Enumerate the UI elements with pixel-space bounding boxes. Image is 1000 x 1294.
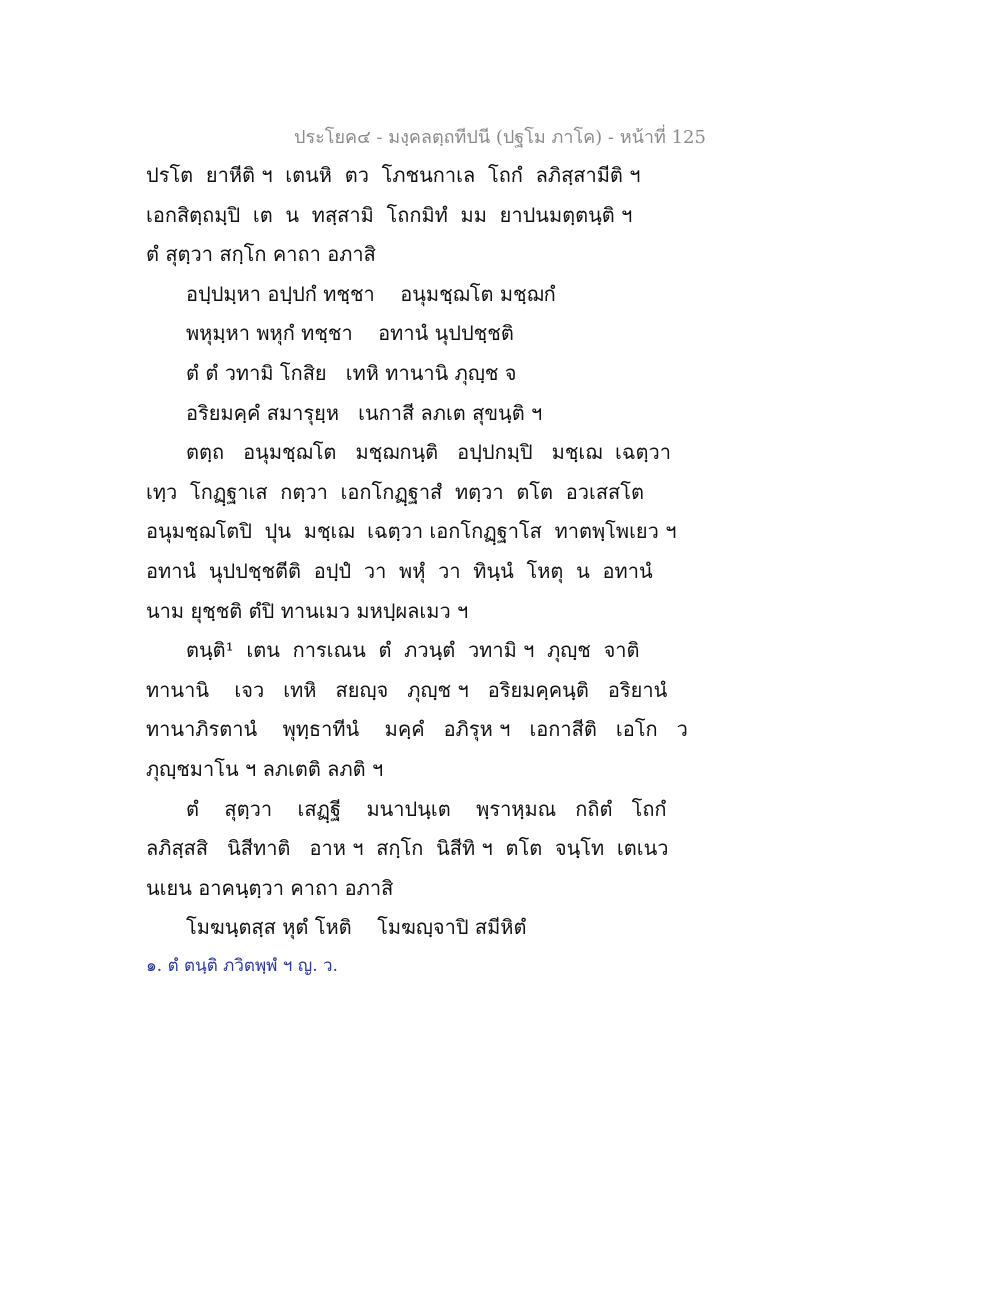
- text-line: อทานํ นุปปชฺชตีติ อปฺปํ วา พหุํ วา ทินฺนํ โหตุ น อทานํ: [146, 558, 653, 583]
- text-line: เทฺว โกฏฺฐาเส กตฺวา เอกโกฏฺฐาสํ ทตฺวา ตโต อวเสสโต: [146, 479, 644, 504]
- text-line: ภุญฺชมาโน ฯ ลภเตติ ลภติ ฯ: [146, 756, 384, 781]
- text-line: นาม ยุชฺชติ ตํปิ ทานเมว มหปฺผลเมว ฯ: [146, 598, 469, 623]
- verse-line: พหุมฺหา พหุกํ ทชฺชา อทานํ นุปปชฺชติ: [186, 321, 514, 346]
- paragraph-first-line: ตํ สุตฺวา เสฏฺฐี มนาปนฺเต พฺราหฺมณ กถิตํ โถกํ: [186, 796, 667, 821]
- text-line: อนุมชฺฌโตปิ ปุน มชฺเฌ เฉตฺวา เอกโกฏฺฐาโส ทาตพฺโพเยว ฯ: [146, 519, 677, 544]
- text-line: ตํ สุตฺวา สกฺโก คาถา อภาสิ: [146, 242, 376, 267]
- running-header: ประโยค๔ - มงฺคลตฺถทีปนี (ปฐโม ภาโค) - หน้าที่ 125: [294, 127, 706, 148]
- footnote: ๑. ตํ ตนฺติ ภวิตพฺพํ ฯ ญ. ว.: [146, 956, 338, 976]
- text-line: ปรโต ยาหีติ ฯ เตนหิ ตว โภชนกาเล โถกํ ลภิสฺสามีติ ฯ: [146, 163, 641, 187]
- verse-line: อปฺปมฺหา อปฺปกํ ทชฺชา อนุมชฺฌโต มชฺฌกํ: [186, 281, 556, 306]
- text-line: ทานานิ เจว เทหิ สยญฺจ ภุญฺช ฯ อริยมคฺคนฺติ อริยานํ: [146, 677, 668, 702]
- text-line: ทานาภิรตานํ พุทฺธาทีนํ มคฺคํ อภิรุห ฯ เอกาสีติ เอโก ว: [146, 717, 688, 742]
- verse-line: โมฆนฺตสฺส หุตํ โหติ โมฆญฺจาปิ สมีหิตํ: [186, 915, 527, 940]
- body-text: [146, 156, 866, 948]
- paragraph-first-line: ตนฺติ¹ เตน การเณน ตํ ภวนฺตํ วทามิ ฯ ภุญฺช จาติ: [186, 638, 640, 663]
- text-line: ลภิสฺสสิ นิสีทาติ อาห ฯ สกฺโก นิสีทิ ฯ ตโต จนฺโท เตเนว: [146, 836, 669, 861]
- verse-line: อริยมคฺคํ สมารุยฺห เนกาสี ลภเต สุขนฺติ ฯ: [186, 400, 543, 425]
- verse-line: ตํ ตํ วทามิ โกสิย เทหิ ทานานิ ภุญฺช จ: [186, 360, 517, 385]
- text-line: เอกสิตฺถมฺปิ เต น ทสฺสามิ โถกมิทํ มม ยาปนมตฺตนฺติ ฯ: [146, 202, 633, 227]
- text-line: นเยน อาคนฺตฺวา คาถา อภาสิ: [146, 875, 394, 900]
- paragraph-first-line: ตตฺถ อนุมชฺฌโต มชฺฌกนฺติ อปฺปกมฺปิ มชฺเฌ เฉตฺวา: [186, 440, 671, 465]
